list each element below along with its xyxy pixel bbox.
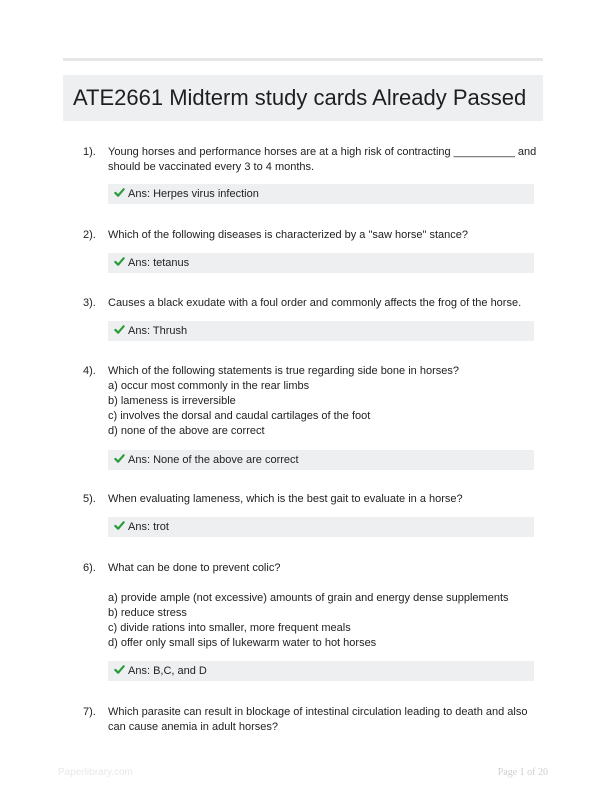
answer-text: Ans: B,C, and D [128, 665, 207, 677]
question-number: 6). [83, 562, 96, 574]
question-line: b) reduce stress [108, 607, 187, 619]
check-icon [114, 256, 125, 267]
top-rule [63, 58, 543, 61]
page-number: Page 1 of 20 [497, 767, 548, 778]
footer-watermark: Paperlibrary.com [58, 767, 133, 778]
question-line: d) offer only small sips of lukewarm water to hot horses [108, 637, 377, 649]
question-line: Young horses and performance horses are at a high risk of contracting __________ and [108, 146, 537, 158]
check-icon [114, 453, 125, 464]
question-text [108, 228, 528, 243]
question-number: 7). [83, 706, 96, 718]
question-line: d) none of the above are correct [108, 425, 265, 437]
question-line: c) divide rations into smaller, more frequent meals [108, 622, 351, 634]
answer-box [108, 517, 534, 537]
answer-box [108, 450, 534, 470]
question-line: a) provide ample (not excessive) amounts of grain and energy dense supplements [108, 592, 509, 604]
answer-box [108, 184, 534, 204]
question-text [108, 145, 537, 175]
answer-box [108, 253, 534, 273]
question-line: a) occur most commonly in the rear limbs [108, 380, 310, 392]
answer-text: Ans: Herpes virus infection [128, 188, 259, 200]
question-line: Causes a black exudate with a foul order and commonly affects the frog of the horse. [108, 297, 522, 309]
question-number: 2). [83, 229, 96, 241]
question-line: Which of the following diseases is characterized by a "saw horse" stance? [108, 229, 468, 241]
question-line: c) involves the dorsal and caudal cartilages of the foot [108, 410, 371, 422]
document-title: ATE2661 Midterm study cards Already Passed [73, 85, 527, 110]
check-icon [114, 324, 125, 335]
title-box [63, 75, 543, 121]
answer-text: Ans: trot [128, 521, 169, 533]
question-line: should be vaccinated every 3 to 4 months. [108, 161, 315, 173]
question-text [108, 561, 528, 651]
check-icon [114, 187, 125, 198]
question-line: Which of the following statements is true regarding side bone in horses? [108, 365, 459, 377]
question-text [108, 492, 528, 507]
answer-text: Ans: None of the above are correct [128, 454, 299, 466]
check-icon [114, 664, 125, 675]
answer-box [108, 661, 534, 681]
answer-box [108, 321, 534, 341]
question-number: 1). [83, 146, 96, 158]
question-text [108, 364, 528, 439]
question-text [108, 705, 528, 735]
answer-text: Ans: Thrush [128, 325, 188, 337]
question-number: 4). [83, 365, 96, 377]
question-line: b) lameness is irreversible [108, 395, 236, 407]
blank-line [108, 576, 528, 591]
question-line: Which parasite can result in blockage of intestinal circulation leading to death and also [108, 706, 528, 718]
question-text [108, 296, 528, 311]
question-line: When evaluating lameness, which is the best gait to evaluate in a horse? [108, 493, 463, 505]
check-icon [114, 520, 125, 531]
question-number: 5). [83, 493, 96, 505]
answer-text: Ans: tetanus [128, 257, 190, 269]
question-line: can cause anemia in adult horses? [108, 721, 278, 733]
question-number: 3). [83, 297, 96, 309]
question-line: What can be done to prevent colic? [108, 562, 281, 574]
